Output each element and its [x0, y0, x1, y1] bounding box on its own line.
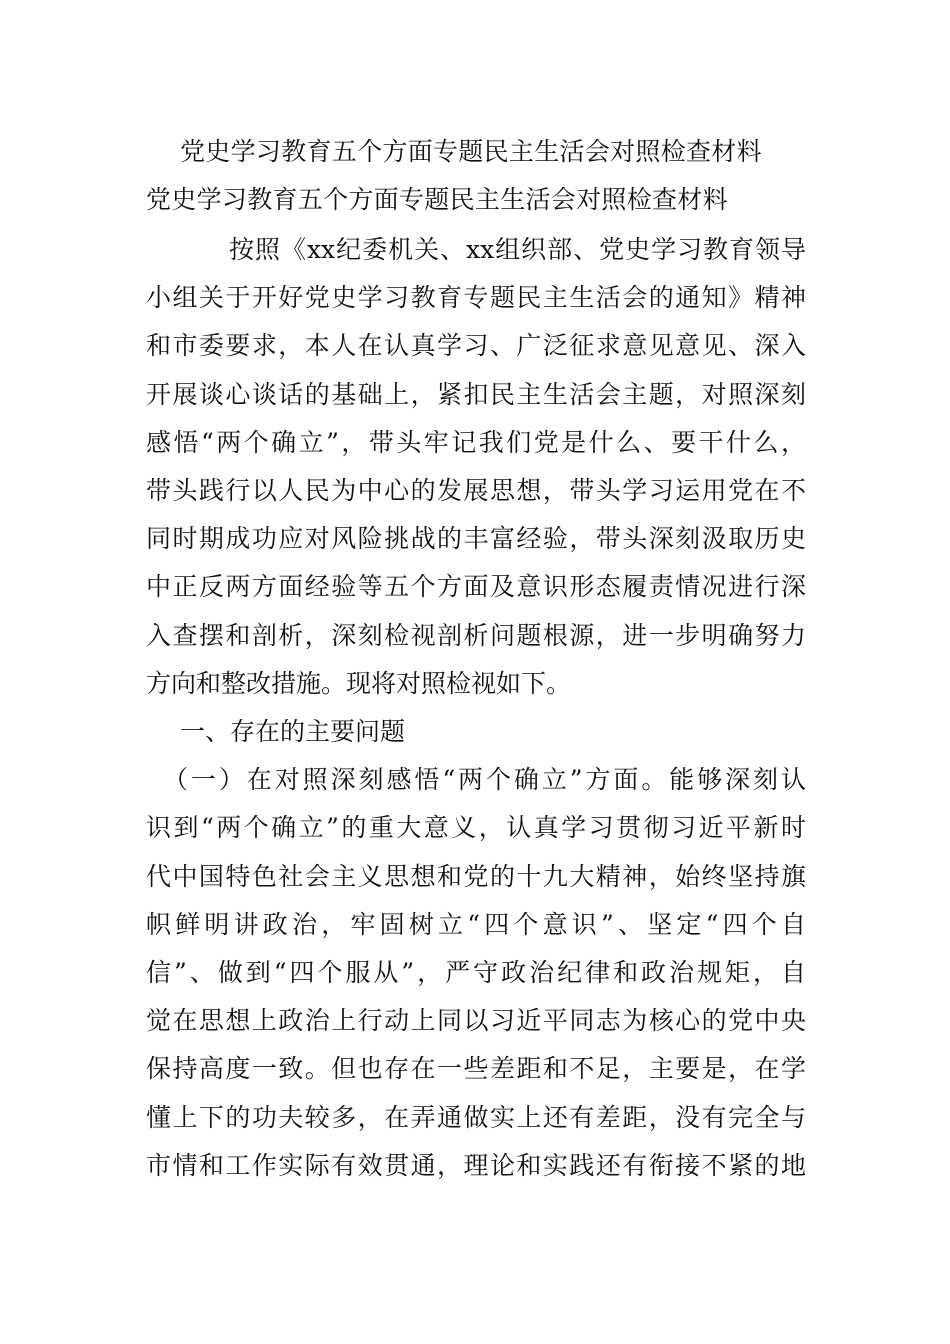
section-line: 帜鲜明讲政治，牢固树立“四个意识”、坚定“四个自 [146, 910, 806, 939]
intro-line: 同时期成功应对风险挑战的丰富经验，带头深刻汲取历史 [146, 524, 806, 553]
section-heading: 一、存在的主要问题 [180, 717, 406, 746]
intro-line: 小组关于开好党史学习教育专题民主生活会的通知》精神 [146, 283, 806, 312]
intro-line: 开展谈心谈话的基础上，紧扣民主生活会主题，对照深刻 [146, 380, 806, 409]
intro-line: 入查摆和剖析，深刻检视剖析问题根源，进一步明确努力 [146, 621, 806, 650]
intro-line: 按照《xx纪委机关、xx组织部、党史学习教育领导 [229, 235, 806, 264]
intro-line: 中正反两方面经验等五个方面及意识形态履责情况进行深 [146, 572, 806, 601]
section-line: 懂上下的功夫较多，在弄通做实上还有差距，没有完全与 [146, 1103, 806, 1132]
intro-line: 和市委要求，本人在认真学习、广泛征求意见意见、深入 [146, 331, 806, 360]
section-line: 识到“两个确立”的重大意义，认真学习贯彻习近平新时 [146, 813, 806, 842]
document-title: 党史学习教育五个方面专题民主生活会对照检查材料 [180, 137, 762, 166]
section-line: 代中国特色社会主义思想和党的十九大精神，始终坚持旗 [146, 862, 806, 891]
section-line: 市情和工作实际有效贯通，理论和实践还有衔接不紧的地 [146, 1151, 806, 1180]
section-line: 信”、做到“四个服从”，严守政治纪律和政治规矩，自 [146, 958, 806, 987]
intro-line: 方向和整改措施。现将对照检视如下。 [146, 669, 572, 698]
section-line: 保持高度一致。但也存在一些差距和不足，主要是，在学 [146, 1054, 806, 1083]
intro-line: 感悟“两个确立”，带头牢记我们党是什么、要干什么， [146, 428, 806, 457]
section-line: （一）在对照深刻感悟“两个确立”方面。能够深刻认 [163, 765, 806, 794]
document-subtitle: 党史学习教育五个方面专题民主生活会对照检查材料 [146, 185, 728, 214]
section-line: 觉在思想上政治上行动上同以习近平同志为核心的党中央 [146, 1006, 806, 1035]
intro-line: 带头践行以人民为中心的发展思想，带头学习运用党在不 [146, 476, 806, 505]
